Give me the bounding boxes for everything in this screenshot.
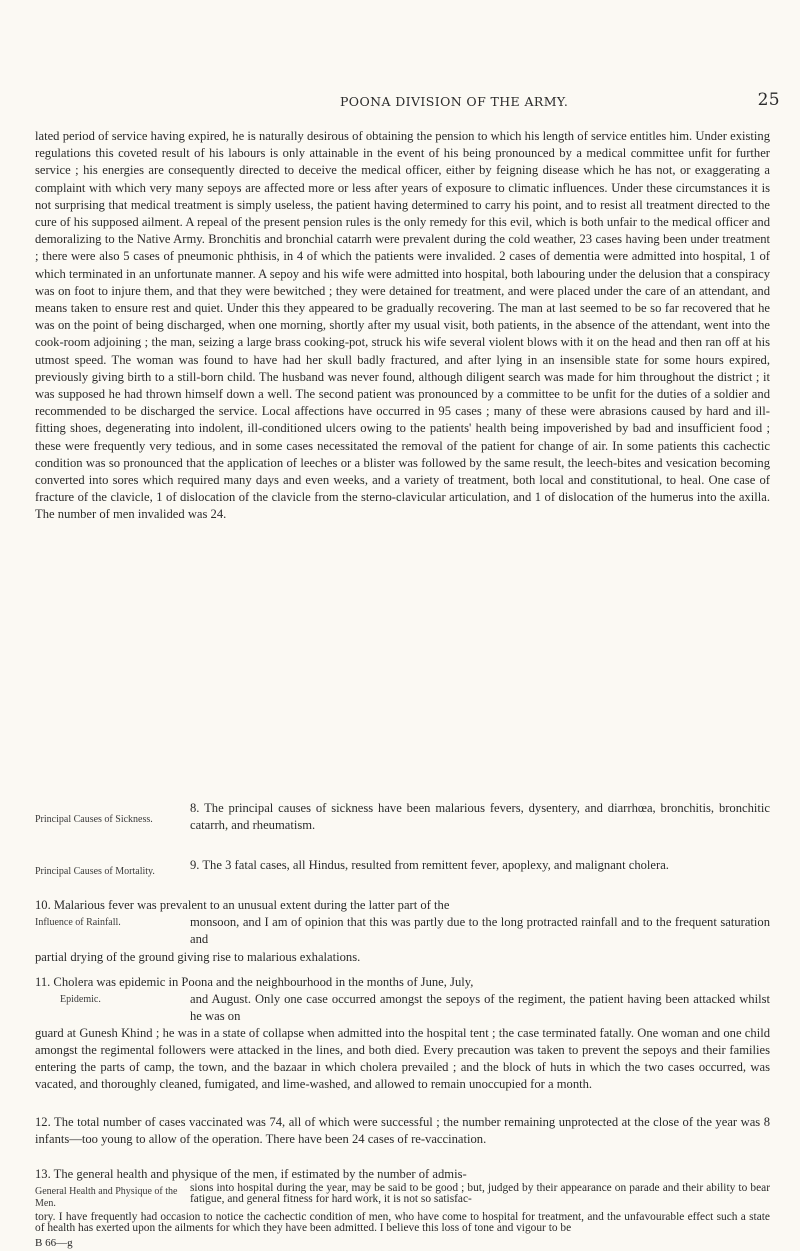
margin-note-epidemic: Epidemic. xyxy=(60,994,101,1005)
paragraph-11-lead: 11. Cholera was epidemic in Poona and the neighbourhood in the months of June, July, xyxy=(35,975,474,989)
paragraph-13-lead: 13. The general health and physique of the men, if estimated by the number of admis- xyxy=(35,1167,467,1181)
paragraph-11-tail: guard at Gunesh Khind ; he was in a state of collapse when admitted into the hospital tent ; the case terminated fatally. One woman and one child amongst the regimental followers were attacked in the lines, and both died. Every precaution was taken to prevent the sepoys and their families entering the parts of camp, the town, and the bazaar in which cholera prevailed ; and the block of huts in which the two cases occurred, was vacated, and thoroughly cleaned, fumigated, and lime-washed, and allowed to remain unoccupied for a month. xyxy=(35,1026,770,1091)
intro-paragraph: lated period of service having expired, he is naturally desirous of obtaining the pension to which his length of service entitles him. Under existing regulations this coveted result of his labours is only attainable in the event of his being pronounced by a medical committee unfit for further service ; his energies are consequently directed to deceive the medical officer, either by feigning disease which he has not, or exaggerating a complaint with which very many sepoys are affected more or less after years of exposure to climatic influences. Under these circumstances it is not surprising that medical treatment is simply useless, the patient having determined to carry his point, and to resist all treatment directed to the cure of his supposed ailment. A repeal of the present pension rules is the only remedy for this evil, which is both unfair to the medical officer and demoralizing to the Native Army. Bronchitis and bronchial catarrh were prevalent during the cold weather, 23 cases having been under treatment ; there were also 5 cases of pneumonic phthisis, in 4 of which the patients were invalided. 2 cases of dementia were admitted into hospital, 1 of which terminated in an unfortunate manner. A sepoy and his wife were admitted into hospital, both labouring under the delusion that a conspiracy was on foot to injure them, and that they were bewitched ; they were detained for treatment, and were placed under the care of an attendant, and means taken to ensure rest and quiet. Under this they appeared to be gradually recovering. The man at last seemed to be so far recovered that he was on the point of being discharged, when one morning, shortly after my usual visit, both patients, in the absence of the attendant, went into the cook-room adjoining ; the man, seizing a large brass cooking-pot, struck his wife several violent blows with it on the head and then ran off at his utmost speed. The woman was found to have had her skull badly fractured, and after lying in an insensible state for some hours expired, previously giving birth to a still-born child. The husband was never found, although diligent search was made for him throughout the district ; it was supposed he had thrown himself down a well. The second patient was pronounced by a committee to be unfit for the duties of a soldier and recommended to be discharged the service. Local affections have occurred in 95 cases ; many of these were abrasions caused by hard and ill-fitting shoes, degenerating into indolent, ill-conditioned ulcers owing to the patients' health being impoverished by bad and insufficient food ; these were frequently very tedious, and in some cases necessitated the removal of the patient for change of air. In some patients this cachectic condition was so pronounced that the application of leeches or a blister was followed by the same result, the leech-bites and vesication becoming converted into sores which required many days and even weeks, and a variety of treatment, both local and constitutional, to heal. One case of fracture of the clavicle, 1 of dislocation of the clavicle from the sterno-clavicular articulation, and 1 of dislocation of the humerus into the axilla. The number of men invalided was 24. xyxy=(35,129,770,522)
page-header xyxy=(340,90,780,118)
margin-note-mortality: Principal Causes of Mortality. xyxy=(35,866,155,877)
page-number: 25 xyxy=(757,90,780,110)
paragraph-13-tail: tory. I have frequently had occasion to notice the cachectic condition of men, who have come to hospital for treatment, and the unfavourable effect such a state of health has exerted upon the ailments for which they have been admitted. I believe this loss of tone and vigour to be xyxy=(35,1211,770,1234)
margin-note-sickness: Principal Causes of Sickness. xyxy=(35,814,153,825)
printer-signature: B 66—g xyxy=(35,1237,73,1249)
margin-note-rainfall: Influence of Rainfall. xyxy=(35,917,121,928)
paragraph-10-tail: partial drying of the ground giving rise to malarious exhalations. xyxy=(35,950,361,964)
paragraph-10-lead: 10. Malarious fever was prevalent to an unusual extent during the latter part of the xyxy=(35,898,450,912)
paragraph-10: monsoon, and I am of opinion that this was partly due to the long protracted rainfall and to the frequent saturation and xyxy=(190,915,770,946)
paragraph-11: and August. Only one case occurred amongst the sepoys of the regiment, the patient having been attacked whilst he was on xyxy=(190,992,770,1023)
paragraph-8: 8. The principal causes of sickness have been malarious fevers, dysentery, and diarrhœa, bronchitis, bronchitic catarrh, and rheumatism. xyxy=(190,801,770,832)
paragraph-12: 12. The total number of cases vaccinated was 74, all of which were successful ; the number remaining unprotected at the close of the year was 8 infants—too young to allow of the operation. There have been 24 cases of re-vaccination. xyxy=(35,1115,770,1146)
paragraph-13: sions into hospital during the year, may be said to be good ; but, judged by their appearance on parade and their ability to bear fatigue, and general fitness for hard work, it is not so satisfac- xyxy=(190,1182,770,1205)
paragraph-9: 9. The 3 fatal cases, all Hindus, resulted from remittent fever, apoplexy, and malignant cholera. xyxy=(190,858,669,872)
running-title: POONA DIVISION OF THE ARMY. xyxy=(340,94,569,109)
margin-note-health: General Health and Physique of the Men. xyxy=(35,1186,178,1209)
